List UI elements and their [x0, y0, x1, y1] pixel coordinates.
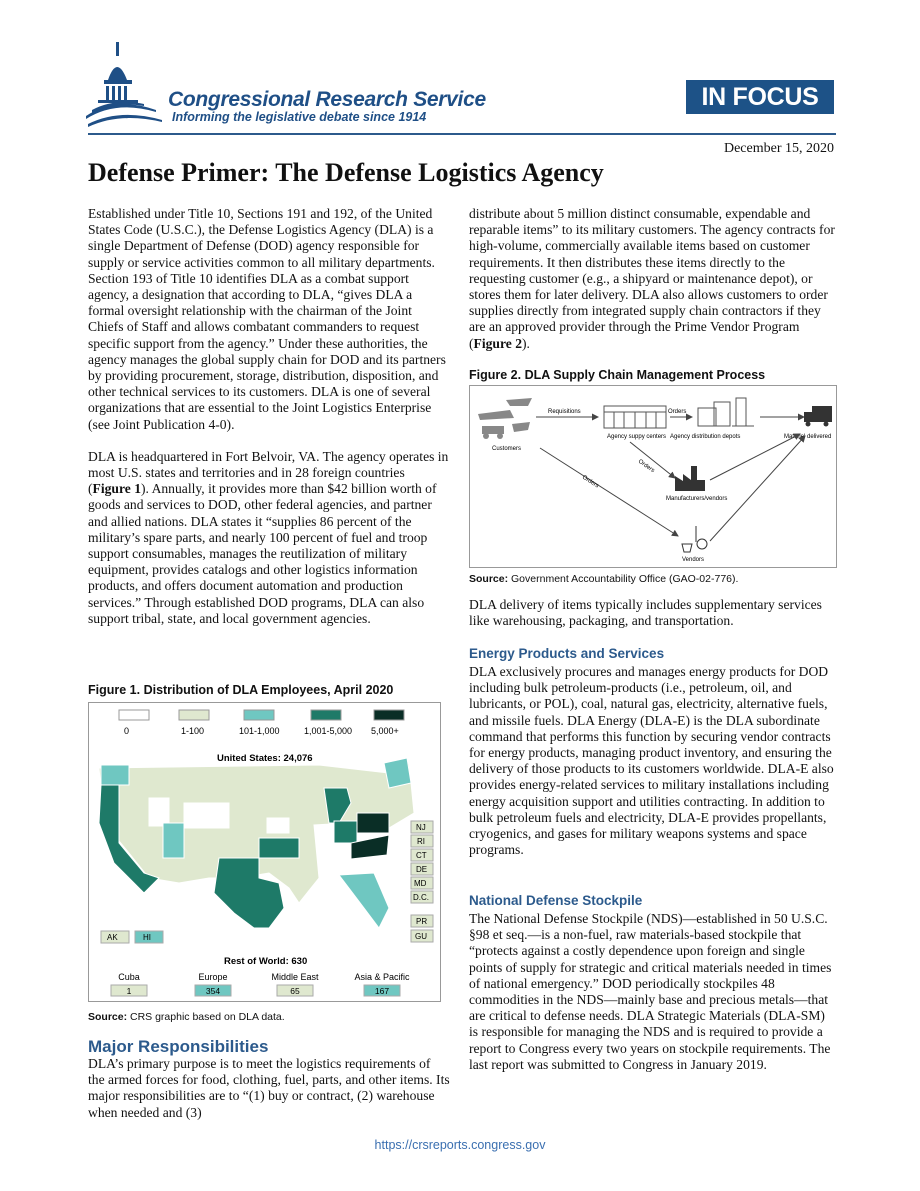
legend-label-1: 1-100: [181, 726, 205, 736]
east-state-labels: [411, 821, 433, 942]
footer-url-link[interactable]: https://crsreports.congress.gov: [374, 1138, 546, 1152]
region-value-europe: 354: [205, 986, 221, 996]
intro-paragraph: Established under Title 10, Sections 191 and 192, of the United States Code (U.S.C.), the Defense Logistics Agency (DLA) is a single Department of Defense (DOD) agency responsible for supply or service activities common to all military departments. Section 193 of Title 10 identifies DLA as a combat support agency, a designation that according to DLA, “gives DLA a formal oversight relationship with the chairman of the Joint Chiefs of Staff and allows combatant commanders to request specific support from the agency.” Under these authorities, the agency manages the global supply chain for DOD and its partners by providing procurement, storage, distribution, disposition, and other technical services to its customers. DLA is one of several organizations that are essential to the Joint Logistics Enterprise (see Joint Publication 4-0).: [88, 206, 446, 432]
supply-centers-label: Agency suppy centers: [607, 434, 667, 440]
manufacturers-label: Manufacturers/vendors: [666, 496, 728, 502]
state-box-de: [411, 863, 433, 875]
header-divider: [88, 133, 836, 135]
state-label-nj: NJ: [416, 823, 426, 832]
region-name-cuba: Cuba: [118, 972, 140, 982]
figure-1-source: Source: CRS graphic based on DLA data.: [88, 1011, 285, 1023]
left-column-top: [88, 206, 450, 627]
state-label-md: MD: [414, 879, 427, 888]
region-name-europe: Europe: [198, 972, 228, 982]
world-regions: [111, 972, 410, 996]
supply-center-icon: [604, 406, 666, 428]
legend-label-3: 1,001-5,000: [304, 726, 353, 736]
nds-heading: National Defense Stockpile: [469, 893, 643, 908]
nds-paragraph: The National Defense Stockpile (NDS)—established in 50 U.S.C. §98 et seq.—is a non-fuel, raw materials-based stockpile that “protects against a costly dependence upon foreign and single points of supply for strategic and critical materials needed in times of national emergency.” DOD periodically stockpiles 48 commodities in the NDS—mainly base and precious metals—that are critical to defense needs. DLA Strategic Materials (DLA-SM) is responsible for managing the NDS and is required to provide a report to Congress every two years on stockpile requirements. The last report was submitted to Congress in January 2019.: [469, 911, 832, 1072]
state-box-ri: [411, 835, 433, 847]
figure-1-reference: Figure 1: [92, 481, 141, 497]
requisitions-label: Requisitions: [548, 409, 581, 415]
energy-heading: Energy Products and Services: [469, 646, 665, 661]
state-label-de: DE: [416, 865, 428, 874]
territory-box-pr: [411, 915, 433, 927]
in-focus-badge: IN FOCUS: [686, 80, 834, 114]
figure-2-reference: Figure 2: [473, 335, 522, 351]
orders-mid-label: Orders: [636, 458, 656, 475]
delivered-label: Materiel delivered: [784, 434, 832, 440]
region-value-asia-pacific: 167: [374, 986, 390, 996]
state-label-dc: D.C.: [413, 893, 429, 902]
distribution-depot-icon: [698, 398, 754, 426]
state-box-md: [411, 877, 433, 889]
state-box-dc: [411, 891, 433, 903]
customers-icon: [478, 398, 532, 439]
customers-label: Customers: [492, 446, 522, 452]
region-value-cuba: 1: [126, 986, 132, 996]
crs-logo: [86, 40, 166, 130]
supply-paragraph: distribute about 5 million distinct consumable, expendable and reparable items” to its military customers. The agency contracts for high-volume, commercially available items based on customer requirements. It then distributes these items directly to the requesting customer (e.g., a shipyard or maintenance depot), or stores them for later delivery. DLA also allows customers to order supplies directly from integrated supply chain contractors if they are an approved provider through the Prime Vendor Program (Figure 2).: [469, 206, 835, 351]
territory-label-pr: PR: [416, 917, 428, 926]
state-label-ct: CT: [416, 851, 427, 860]
figure-2-diagram: [469, 385, 837, 568]
orders-top-label: Orders: [668, 409, 687, 415]
alaska-hawaii: [101, 931, 163, 943]
alaska-label: AK: [107, 933, 118, 942]
org-name: Congressional Research Service: [168, 88, 486, 111]
vendors-label: Vendors: [682, 557, 705, 563]
org-tagline: Informing the legislative debate since 1914: [172, 110, 427, 124]
territory-box-gu: [411, 930, 433, 942]
publication-date: December 15, 2020: [723, 141, 834, 156]
legend-label-2: 101-1,000: [239, 726, 280, 736]
page-title: Defense Primer: The Defense Logistics Agency: [88, 158, 604, 187]
responsibilities-paragraph: DLA’s primary purpose is to meet the logistics requirements of the armed forces for food, clothing, fuel, parts, and other items. Its major responsibilities are to “(1) buy or contract, (2) warehouse when needed and (3): [88, 1056, 450, 1120]
legend-label-0: 0: [124, 726, 130, 736]
state-box-nj: [411, 821, 433, 833]
factory-icon: [675, 466, 705, 491]
map-legend: [119, 710, 404, 736]
delivery-paragraph: DLA delivery of items typically includes supplementary services like warehousing, packaging, and transportation.: [469, 597, 822, 629]
region-value-middle-east: 65: [290, 986, 300, 996]
rest-of-world-total: Rest of World: 630: [224, 956, 308, 967]
energy-paragraph: DLA exclusively procures and manages energy products for DOD including bulk petroleum-products (i.e., petroleum, oil, and lubricants, or POL), coal, natural gas, electricity, alternative fuels, and missile fuels. DLA Energy (DLA-E) is the DLA subordinate command that performs this function by securing vendor contracts for energy products, managing product inventory, and ensuring the delivery of those products to its customers worldwide. DLA-E also provides energy-related services to military installations including energy acquisition support and utilities contracting. In addition to bulk petroleum fuels and electricity, DLA-E provides propellants, cryogenics, and gases for military weapons systems and space programs.: [469, 664, 834, 858]
region-name-middle-east: Middle East: [271, 972, 319, 982]
depots-label: Agency distribution depots: [670, 434, 741, 440]
figure-1-caption: Figure 1. Distribution of DLA Employees, April 2020: [88, 683, 394, 697]
figure-1-map: [88, 702, 441, 1002]
region-name-asia-pacific: Asia & Pacific: [354, 972, 410, 982]
major-responsibilities-heading: Major Responsibilities: [88, 1037, 269, 1056]
hawaii-label: HI: [143, 933, 151, 942]
state-box-ct: [411, 849, 433, 861]
legend-label-4: 5,000+: [371, 726, 399, 736]
figure-2-source: Source: Government Accountability Office (GAO-02-776).: [469, 573, 739, 585]
truck-icon: [804, 406, 832, 427]
us-states-map: [99, 758, 414, 928]
figure-2-caption: Figure 2. DLA Supply Chain Management Process: [469, 368, 766, 382]
orders-low-label: Orders: [580, 474, 600, 490]
capitol-dome-icon: [86, 40, 166, 130]
vendors-icon: [682, 526, 707, 552]
territory-label-gu: GU: [415, 932, 427, 941]
headquarters-paragraph: DLA is headquartered in Fort Belvoir, VA. The agency operates in most U.S. states and territories and in 28 foreign countries (Figure 1). Annually, it provides more than $42 billion worth of goods and services to DOD, other federal agencies, and partner and allied nations. DLA states it “supplies 86 percent of the military’s spare parts, and nearly 100 percent of fuel and troop support consumables, manages the reutilization of military equipment, provides catalogs and other logistics information products, and offers document automation and production services.” Through established DOD programs, DLA can also support tribal, state, and local government agencies.: [88, 448, 449, 626]
state-label-ri: RI: [417, 837, 425, 846]
us-total: United States: 24,076: [217, 753, 313, 764]
